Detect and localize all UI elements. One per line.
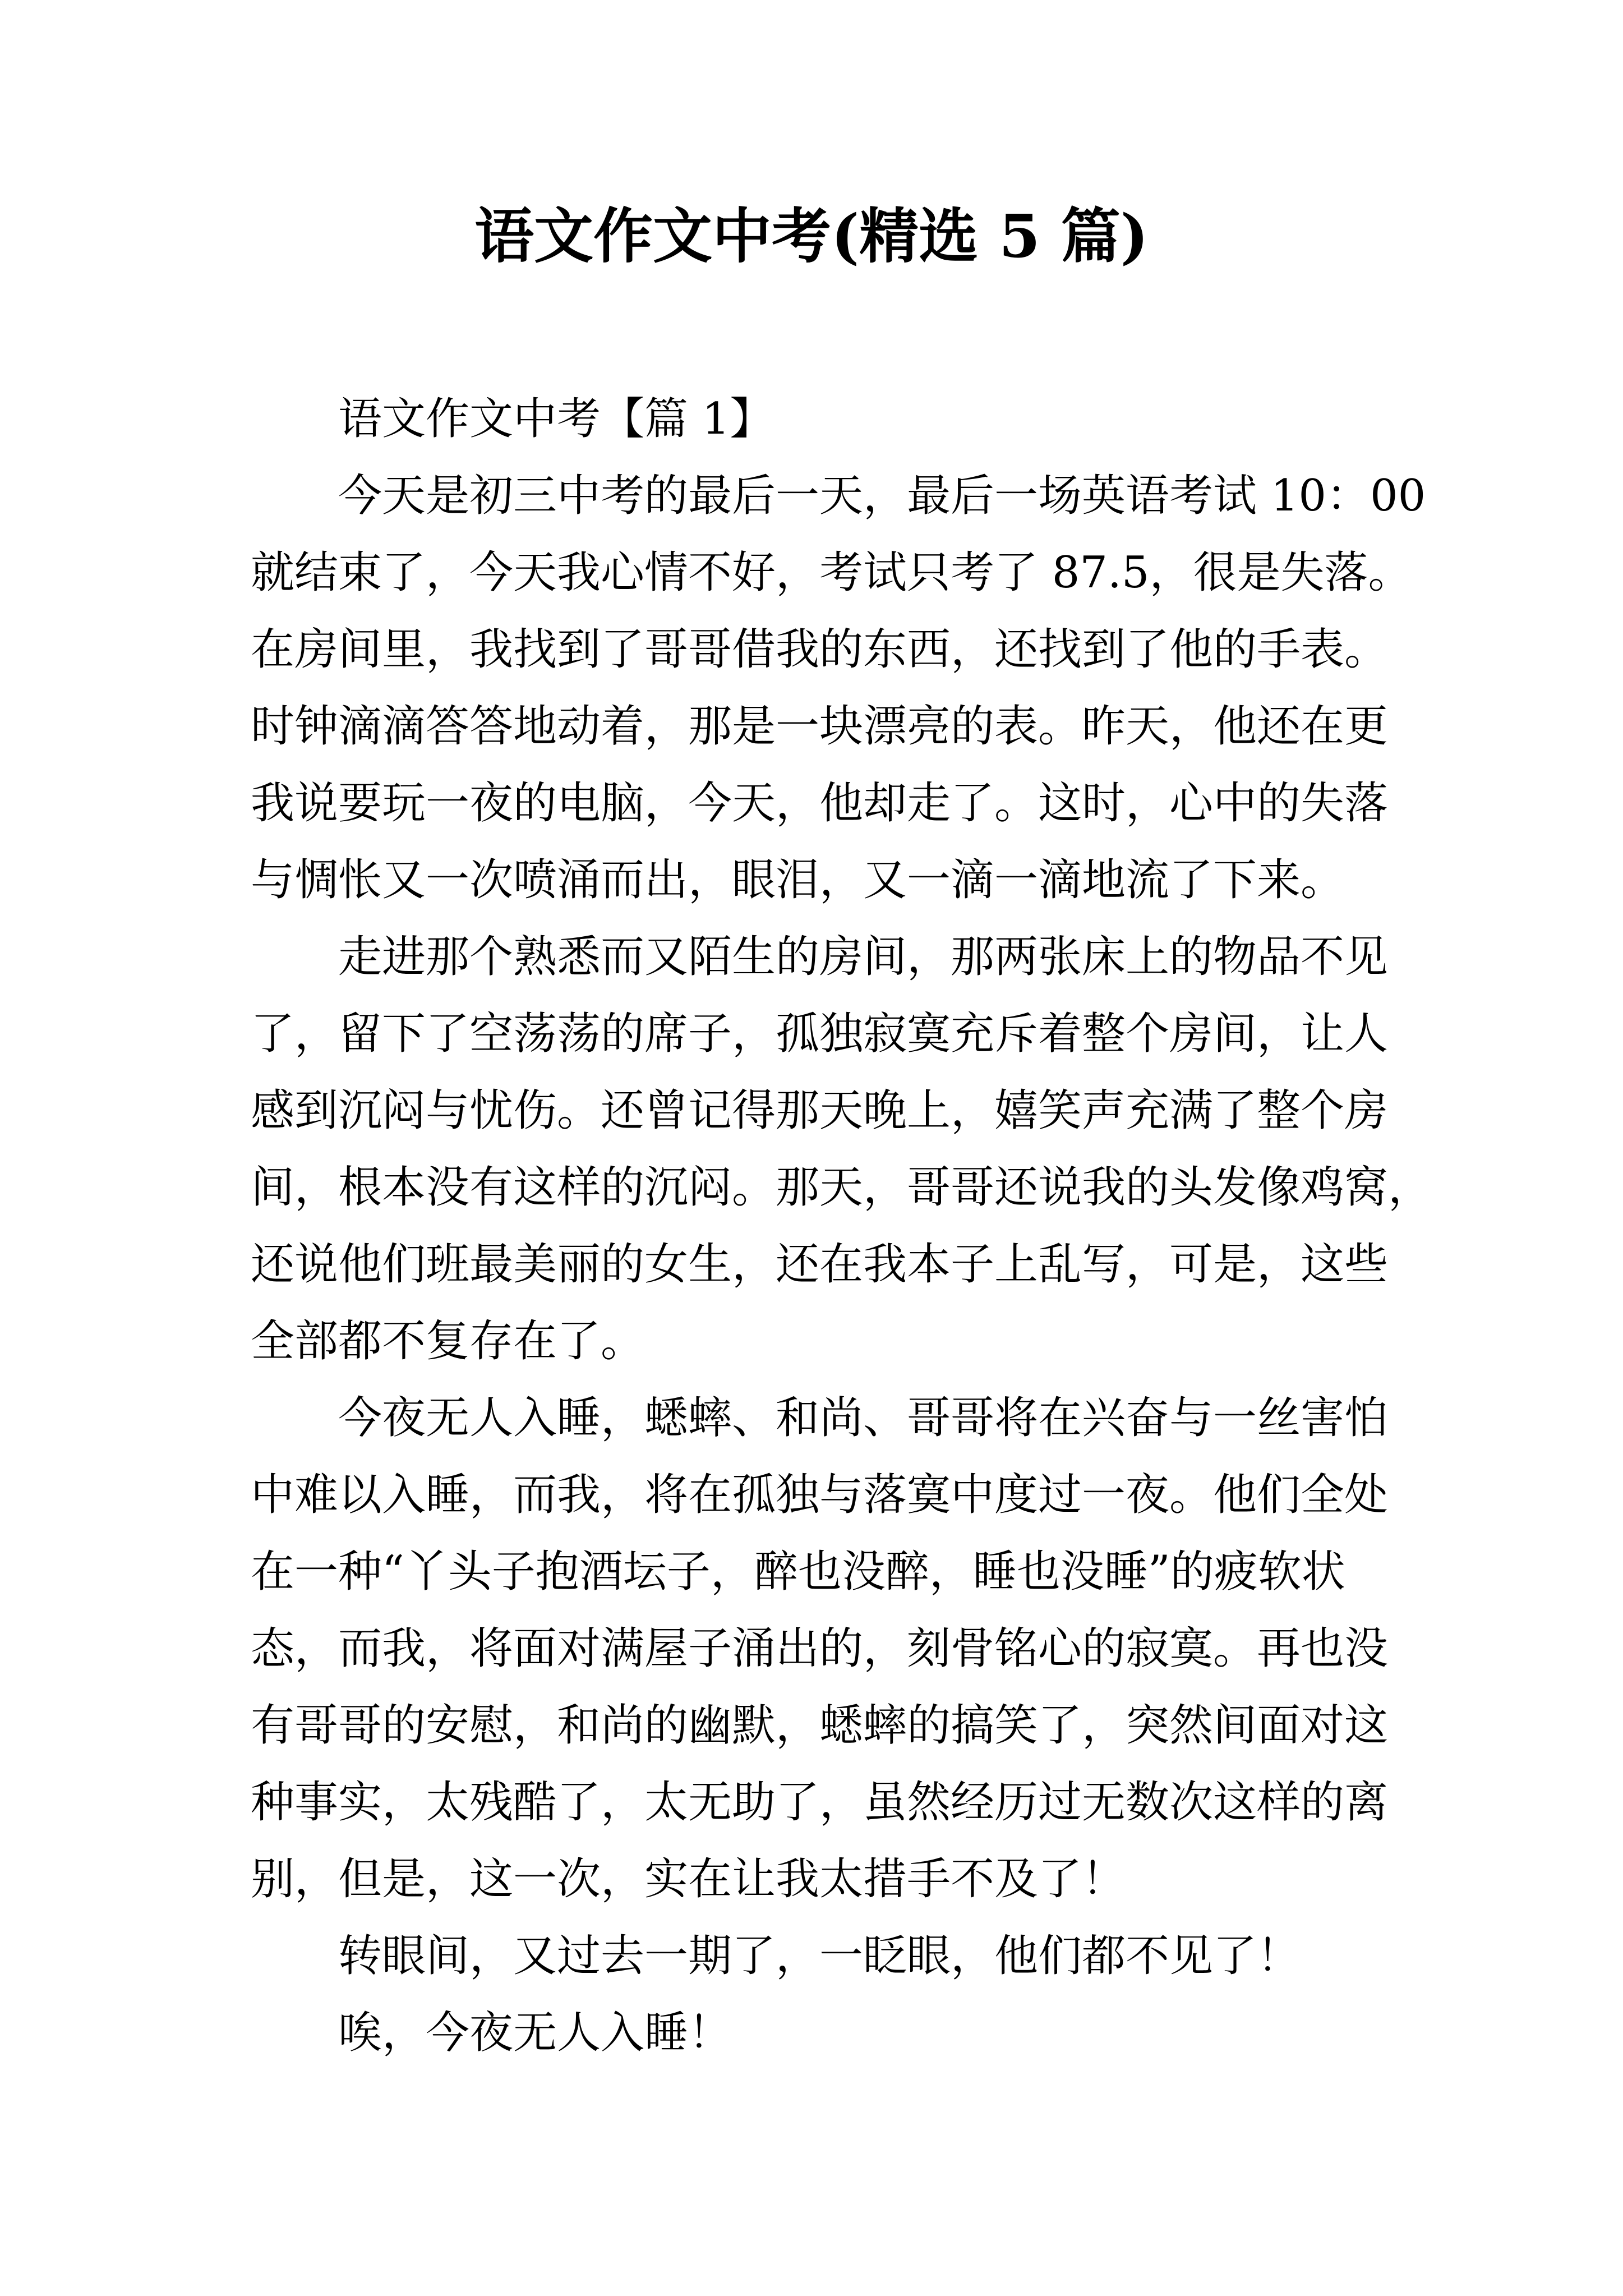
body-line: 了，留下了空荡荡的席子，孤独寂寞充斥着整个房间，让人 <box>251 1009 1389 1059</box>
body-line: 感到沉闷与忧伤。还曾记得那天晚上，嬉笑声充满了整个房 <box>251 1085 1389 1136</box>
body-line: 别，但是，这一次，实在让我太措手不及了！ <box>251 1854 1126 1904</box>
body-line: 就结束了，今天我心情不好，考试只考了 87.5，很是失落。 <box>251 547 1412 598</box>
body-line: 与惆怅又一次喷涌而出，眼泪，又一滴一滴地流了下来。 <box>251 855 1345 905</box>
paragraph <box>251 1380 1434 1918</box>
paragraph <box>251 458 1434 919</box>
body-line: 唉，今夜无人入睡！ <box>338 2008 732 2058</box>
paragraph <box>251 1995 1434 2072</box>
body-line: 走进那个熟悉而又陌生的房间，那两张床上的物品不见 <box>338 932 1389 982</box>
body-line: 今天是初三中考的最后一天，最后一场英语考试 10：00 <box>338 471 1426 521</box>
body-line: 态，而我，将面对满屋子涌出的，刻骨铭心的寂寞。再也没 <box>251 1623 1389 1674</box>
body-line: 全部都不复存在了。 <box>251 1316 645 1366</box>
section-heading: 语文作文中考【篇 1】 <box>338 394 774 444</box>
body-line: 时钟滴滴答答地动着，那是一块漂亮的表。昨天，他还在更 <box>251 701 1389 752</box>
body-line: 还说他们班最美丽的女生，还在我本子上乱写，可是，这些 <box>251 1239 1389 1290</box>
body-line: 种事实，太残酷了，太无助了，虽然经历过无数次这样的离 <box>251 1777 1389 1828</box>
paragraph <box>251 919 1434 1380</box>
body-line: 有哥哥的安慰，和尚的幽默，蟋蟀的搞笑了，突然间面对这 <box>251 1700 1389 1751</box>
body-line: 间，根本没有这样的沉闷。那天，哥哥还说我的头发像鸡窝， <box>251 1162 1432 1213</box>
body-line: 在房间里，我找到了哥哥借我的东西，还找到了他的手表。 <box>251 624 1389 675</box>
body-line: 转眼间，又过去一期了，一眨眼，他们都不见了！ <box>338 1931 1301 1981</box>
document-title: 语文作文中考(精选 5 篇) <box>474 201 1149 271</box>
document-body <box>251 381 1434 2072</box>
body-line: 中难以入睡，而我，将在孤独与落寞中度过一夜。他们全处 <box>251 1470 1389 1520</box>
body-line: 今夜无人入睡，蟋蟀、和尚、哥哥将在兴奋与一丝害怕 <box>338 1393 1389 1443</box>
body-line: 我说要玩一夜的电脑，今天，他却走了。这时，心中的失落 <box>251 778 1389 829</box>
paragraph <box>251 1918 1434 1995</box>
body-line: 在一种“丫头子抱酒坛子，醉也没醉，睡也没睡”的疲软状 <box>251 1547 1345 1597</box>
